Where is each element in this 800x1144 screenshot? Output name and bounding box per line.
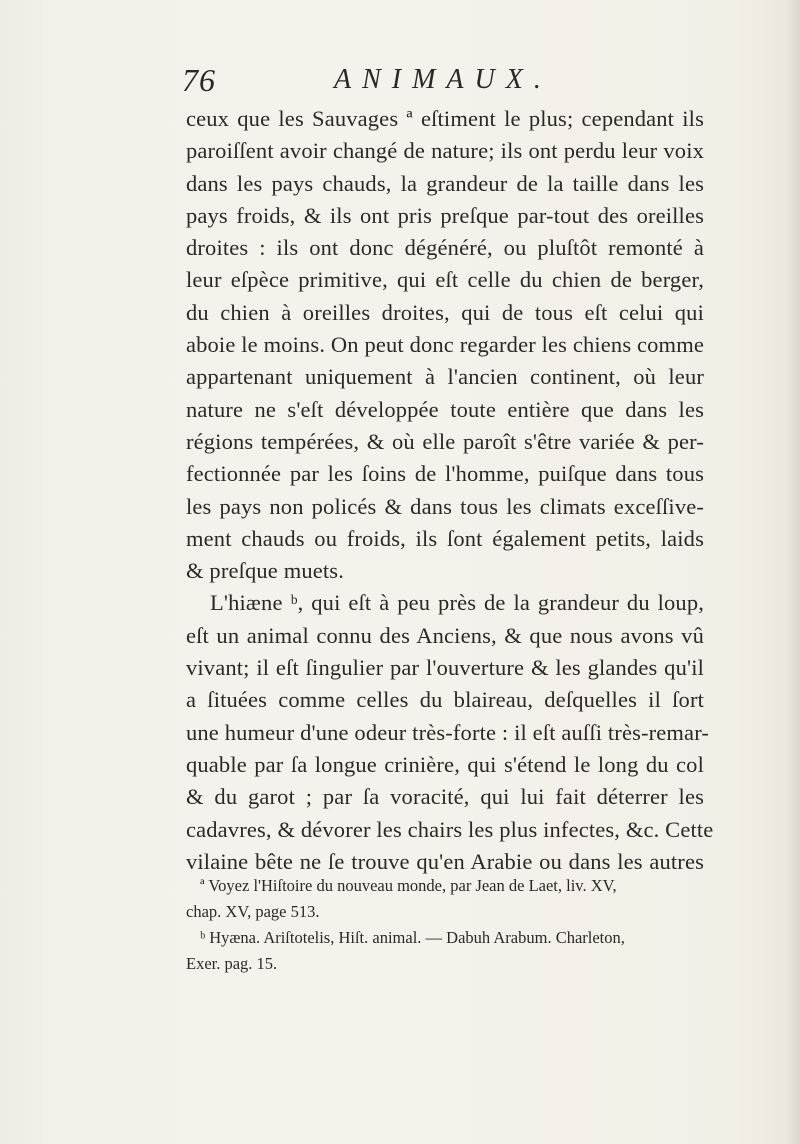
- text-line: du chien à oreilles droites, qui de tous eſt celui qui: [186, 299, 704, 325]
- text-line: aboie le moins. On peut donc regarder les chiens comme: [186, 332, 704, 358]
- text-line: une humeur d'une odeur très-forte : il eſt auſſi très-remar-: [186, 719, 710, 745]
- text-line: & du garot ; par ſa voracité, qui lui fait déterrer les: [186, 784, 704, 810]
- text-line: les pays non policés & dans tous les climats exceſſive-: [186, 493, 704, 519]
- text-line: ment chauds ou froids, ils ſont également petits, laids: [186, 525, 704, 551]
- text-line: fectionnée par les ſoins de l'homme, puiſque dans tous: [186, 461, 704, 487]
- text-line: vivant; il eſt ſingulier par l'ouverture & les glandes qu'il: [186, 655, 704, 681]
- page-number: 76: [182, 62, 216, 98]
- text-line: dans les pays chauds, la grandeur de la taille dans les: [186, 170, 704, 196]
- text-line: paroiſſent avoir changé de nature; ils ont perdu leur voix: [186, 138, 704, 164]
- body-text: [186, 103, 714, 878]
- text-line: nature ne s'eſt développée toute entière que dans les: [186, 396, 704, 422]
- paragraph-start-line: L'hiæne ᵇ, qui eſt à peu près de la grandeur du loup,: [210, 590, 704, 616]
- text-line: cadavres, & dévorer les chairs les plus infectes, &c. Cette: [186, 816, 714, 842]
- footnote-a: ª Voyez l'Hiſtoire du nouveau monde, par Jean de Laet, liv. XV,: [200, 876, 617, 895]
- text-line: pays froids, & ils ont pris preſque par-tout des oreilles: [186, 202, 704, 228]
- footnote-a-continued: chap. XV, page 513.: [186, 902, 320, 921]
- footnote-b-continued: Exer. pag. 15.: [186, 954, 278, 973]
- page-edge-shadow: [786, 0, 800, 1144]
- page-header: [182, 62, 682, 102]
- text-line: quable par ſa longue crinière, qui s'étend le long du col: [186, 751, 704, 777]
- text-line: a ſituées comme celles du blaireau, deſquelles il ſort: [186, 687, 704, 713]
- footnote-b: ᵇ Hyæna. Ariſtotelis, Hiſt. animal. — Dabuh Arabum. Charleton,: [200, 928, 625, 947]
- running-title: ANIMAUX.: [334, 64, 552, 95]
- text-line: vilaine bête ne ſe trouve qu'en Arabie ou dans les autres: [186, 848, 704, 874]
- text-line: régions tempérées, & où elle paroît s'être variée & per-: [186, 428, 704, 454]
- footnotes: [186, 873, 706, 977]
- text-line: eſt un animal connu des Anciens, & que nous avons vû: [186, 622, 704, 648]
- text-line: appartenant uniquement à l'ancien continent, où leur: [186, 364, 704, 390]
- paragraph-end-line: & preſque muets.: [186, 558, 344, 584]
- text-line: leur eſpèce primitive, qui eſt celle du chien de berger,: [186, 267, 704, 293]
- text-line: droites : ils ont donc dégénéré, ou pluſtôt remonté à: [186, 235, 704, 261]
- text-line: ceux que les Sauvages ª eſtiment le plus; cependant ils: [186, 106, 704, 131]
